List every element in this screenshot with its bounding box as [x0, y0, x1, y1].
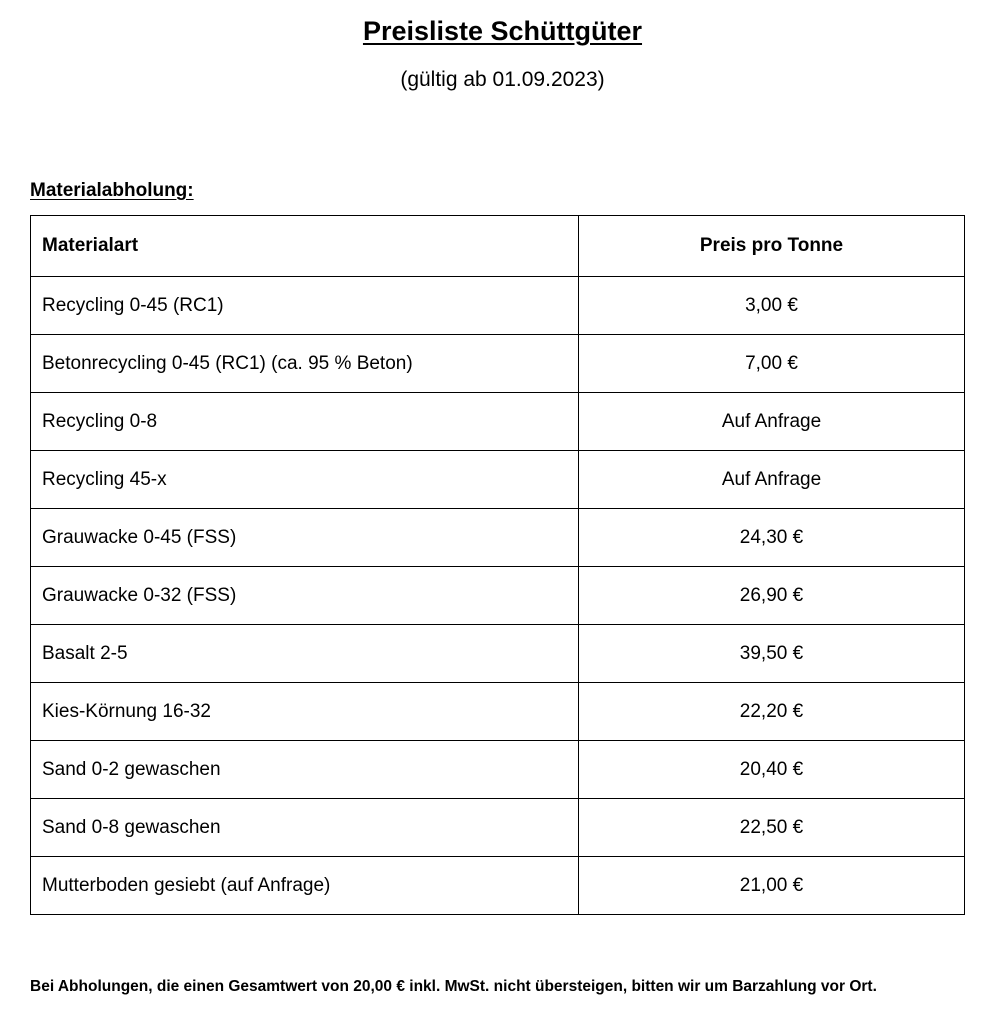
table-row — [31, 857, 965, 915]
price-cell: 20,40 € — [579, 741, 965, 799]
material-cell: Grauwacke 0-32 (FSS) — [31, 567, 579, 625]
table-row — [31, 393, 965, 451]
price-cell: 39,50 € — [579, 625, 965, 683]
validity-date: (gültig ab 01.09.2023) — [400, 68, 605, 91]
price-cell: 22,50 € — [579, 799, 965, 857]
table-row — [31, 335, 965, 393]
price-cell: 3,00 € — [579, 277, 965, 335]
table-row — [31, 277, 965, 335]
material-cell: Betonrecycling 0-45 (RC1) (ca. 95 % Beton) — [31, 335, 579, 393]
header-material: Materialart — [31, 216, 579, 277]
table-row — [31, 567, 965, 625]
price-cell: Auf Anfrage — [579, 393, 965, 451]
table-header-row — [31, 216, 965, 277]
material-cell: Sand 0-8 gewaschen — [31, 799, 579, 857]
price-cell: 26,90 € — [579, 567, 965, 625]
material-cell: Kies-Körnung 16-32 — [31, 683, 579, 741]
table-row — [31, 799, 965, 857]
material-cell: Recycling 45-x — [31, 451, 579, 509]
material-cell: Basalt 2-5 — [31, 625, 579, 683]
material-cell: Sand 0-2 gewaschen — [31, 741, 579, 799]
price-cell: 24,30 € — [579, 509, 965, 567]
material-cell: Recycling 0-45 (RC1) — [31, 277, 579, 335]
table-row — [31, 683, 965, 741]
table-row — [31, 741, 965, 799]
header-price: Preis pro Tonne — [579, 216, 965, 277]
table-row — [31, 509, 965, 567]
price-cell: 22,20 € — [579, 683, 965, 741]
material-cell: Recycling 0-8 — [31, 393, 579, 451]
price-cell: Auf Anfrage — [579, 451, 965, 509]
price-cell: 7,00 € — [579, 335, 965, 393]
table-row — [31, 451, 965, 509]
material-cell: Grauwacke 0-45 (FSS) — [31, 509, 579, 567]
table-row — [31, 625, 965, 683]
payment-note: Bei Abholungen, die einen Gesamtwert von 20,00 € inkl. MwSt. nicht übersteigen, bitten wir um Barzahlung vor Ort. — [30, 978, 877, 995]
price-table — [30, 215, 965, 915]
page-title: Preisliste Schüttgüter — [362, 16, 643, 46]
price-cell: 21,00 € — [579, 857, 965, 915]
section-heading: Materialabholung: — [30, 180, 194, 201]
material-cell: Mutterboden gesiebt (auf Anfrage) — [31, 857, 579, 915]
